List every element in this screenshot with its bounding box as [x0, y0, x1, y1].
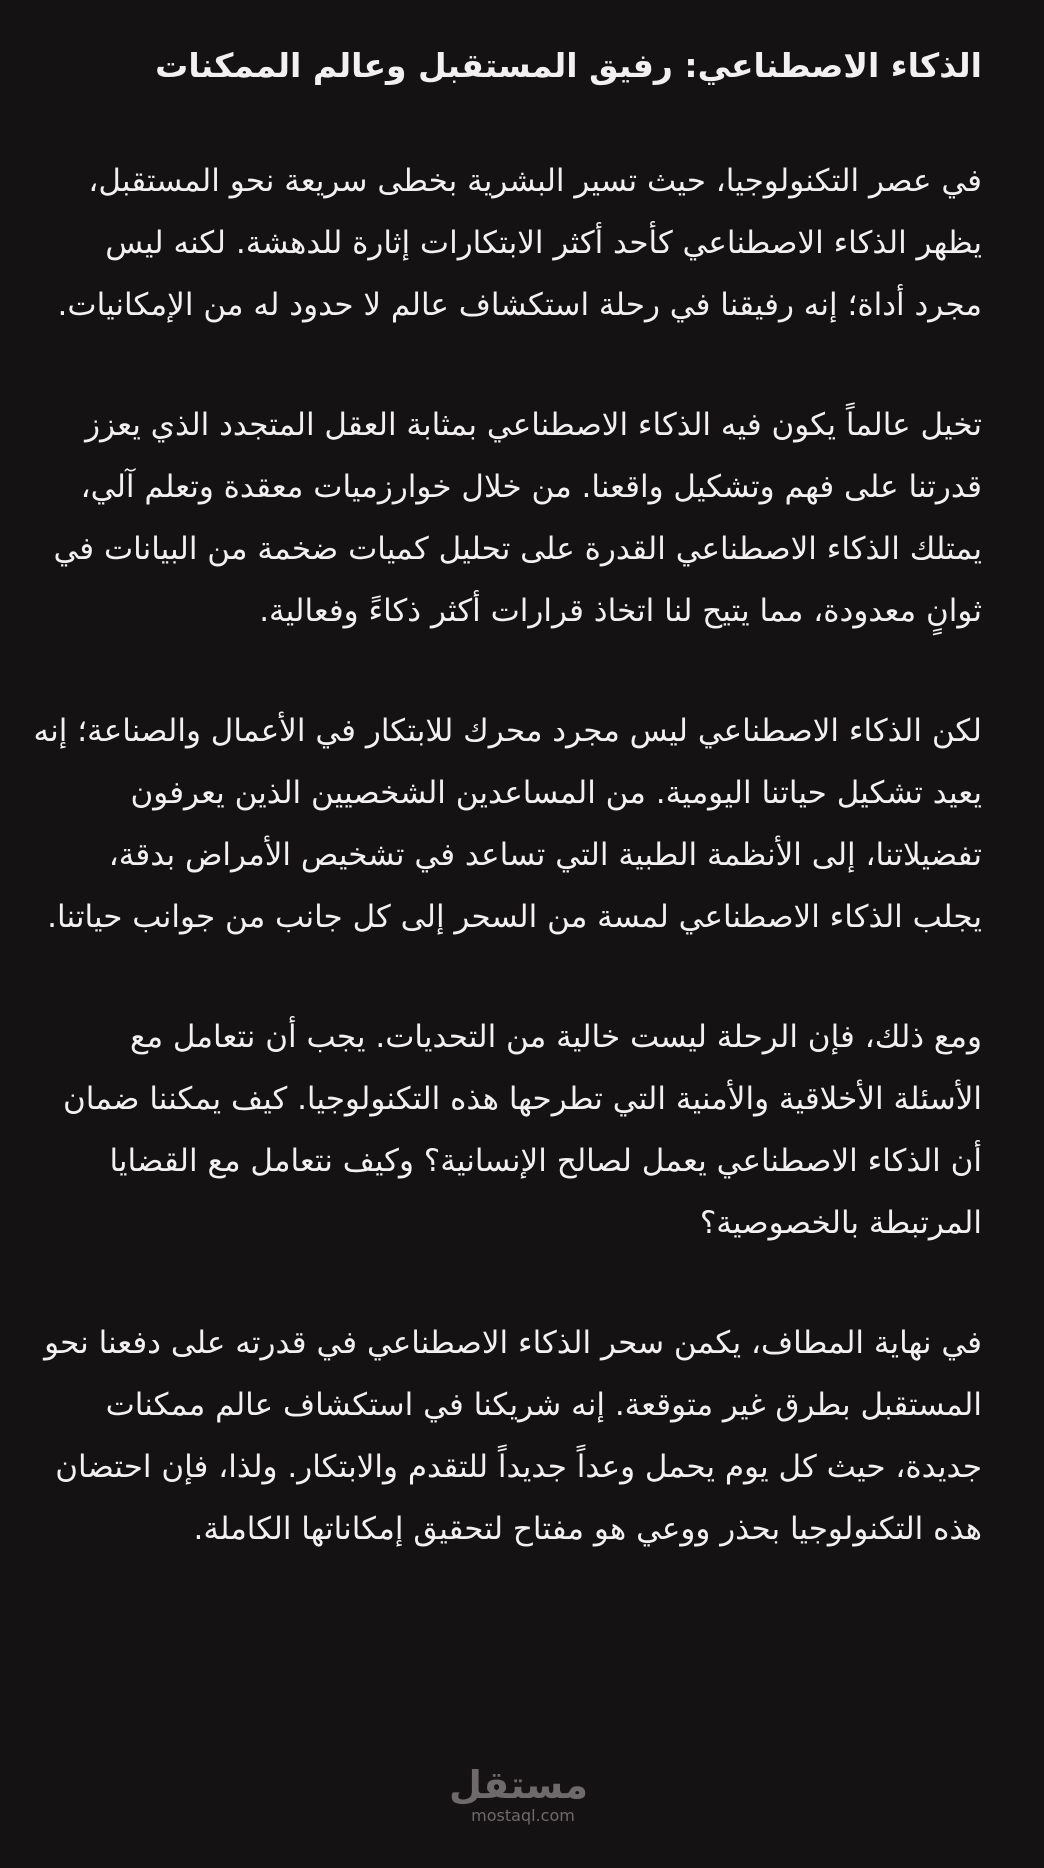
article-paragraph: لكن الذكاء الاصطناعي ليس مجرد محرك للابتكار في الأعمال والصناعة؛ إنه يعيد تشكيل حياتنا اليومية. من المساعدين الشخصيين الذين يعرفون تفضيلاتنا، إلى الأنظمة الطبية التي تساعد في تشخيص الأمراض بدقة، يجلب الذكاء الاصطناعي لمسة من السحر إلى كل جانب من جوانب حياتنا. [33, 713, 982, 935]
article-paragraph: في نهاية المطاف، يكمن سحر الذكاء الاصطناعي في قدرته على دفعنا نحو المستقبل بطرق غير متوقعة. إنه شريكنا في استكشاف عالم ممكنات جديدة، حيث كل يوم يحمل وعداً جديداً للتقدم والابتكار. ولذا، فإن احتضان هذه التكنولوجيا بحذر ووعي هو مفتاح لتحقيق إمكاناتها الكاملة. [44, 1325, 982, 1547]
article-title: الذكاء الاصطناعي: رفيق المستقبل وعالم الممكنات [155, 46, 982, 85]
watermark-domain: mostaql.com [471, 1806, 575, 1825]
watermark-logo: مستقل [449, 1763, 588, 1807]
article [32, 40, 982, 1560]
mostaql-watermark [449, 1763, 588, 1825]
article-paragraph: ومع ذلك، فإن الرحلة ليست خالية من التحديات. يجب أن نتعامل مع الأسئلة الأخلاقية والأمنية التي تطرحها هذه التكنولوجيا. كيف يمكننا ضمان أن الذكاء الاصطناعي يعمل لصالح الإنسانية؟ وكيف نتعامل مع القضايا المرتبطة بالخصوصية؟ [63, 1019, 982, 1241]
article-paragraph: في عصر التكنولوجيا، حيث تسير البشرية بخطى سريعة نحو المستقبل، يظهر الذكاء الاصطناعي كأحد أكثر الابتكارات إثارة للدهشة. لكنه ليس مجرد أداة؛ إنه رفيقنا في رحلة استكشاف عالم لا حدود له من الإمكانيات. [57, 163, 982, 323]
article-paragraph: تخيل عالماً يكون فيه الذكاء الاصطناعي بمثابة العقل المتجدد الذي يعزز قدرتنا على فهم وتشكيل واقعنا. من خلال خوارزميات معقدة وتعلم آلي، يمتلك الذكاء الاصطناعي القدرة على تحليل كميات ضخمة من البيانات في ثوانٍ معدودة، مما يتيح لنا اتخاذ قرارات أكثر ذكاءً وفعالية. [53, 407, 982, 629]
